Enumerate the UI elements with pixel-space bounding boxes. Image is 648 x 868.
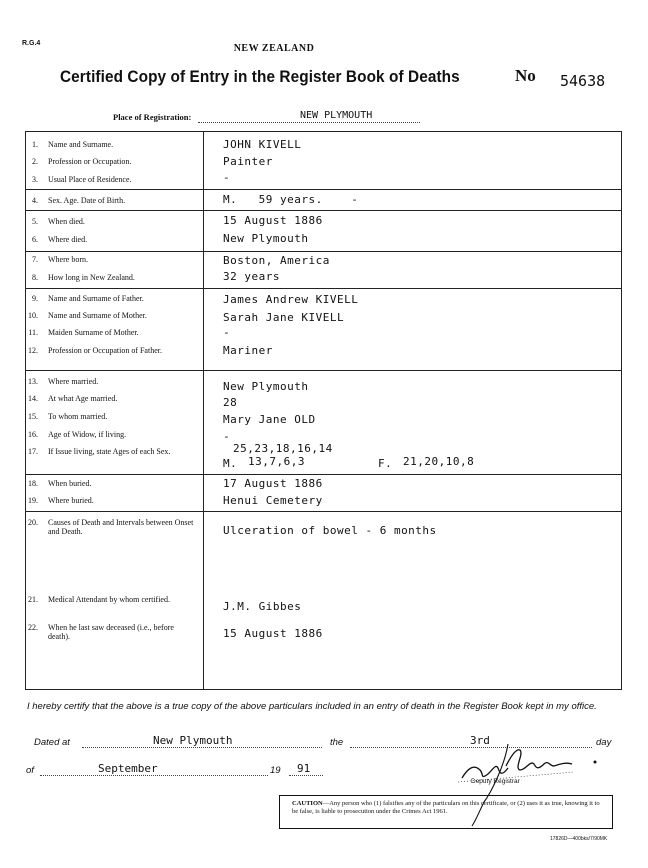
issue-female-ages: 21,20,10,8 — [403, 455, 475, 468]
row-label: Name and Surname of Father. — [48, 294, 144, 303]
year-prefix: 19 — [270, 765, 281, 776]
month-line — [40, 775, 268, 776]
registrar-title: Deputy Registrar — [471, 778, 520, 785]
row-label: Name and Surname. — [48, 140, 114, 149]
row-value: 32 years — [223, 270, 280, 283]
row-number: 22. — [28, 623, 38, 632]
row-number: 12. — [28, 346, 38, 355]
year-suffix: 91 — [297, 762, 311, 775]
caution-heading: CAUTION — [292, 800, 323, 807]
row-value: Sarah Jane KIVELL — [223, 311, 345, 324]
row-label: Profession or Occupation of Father. — [48, 346, 162, 355]
row-value: Henui Cemetery — [223, 494, 323, 507]
group-divider — [25, 511, 622, 512]
row-number: 11. — [28, 328, 38, 337]
row-value: Mary Jane OLD — [223, 413, 316, 426]
row-label: When he last saw deceased (i.e., before death). — [48, 623, 174, 641]
row-value: M. 59 years. - — [223, 193, 359, 206]
dated-place-line — [82, 747, 322, 748]
row-label: At what Age married. — [48, 394, 118, 403]
the-label: the — [330, 737, 344, 748]
row-label: Where buried. — [48, 496, 94, 505]
column-divider — [203, 131, 204, 690]
row-number: 2. — [32, 157, 38, 166]
row-number: 19. — [28, 496, 38, 505]
row-number: 8. — [32, 273, 38, 282]
row-label: When died. — [48, 217, 85, 226]
group-divider — [25, 189, 622, 190]
number-label: No — [515, 66, 536, 85]
row-value: J.M. Gibbes — [223, 600, 302, 613]
row-number: 10. — [28, 311, 38, 320]
row-number: 3. — [32, 175, 38, 184]
row-value: Boston, America — [223, 254, 330, 267]
country-heading: NEW ZEALAND — [233, 43, 315, 54]
row-value: 28 — [223, 396, 238, 409]
row-label: Where died. — [48, 235, 88, 244]
row-number: 16. — [28, 430, 38, 439]
row-value: 15 August 1886 — [223, 214, 323, 227]
issue-male-label: M. — [223, 457, 238, 470]
register-table — [25, 131, 622, 690]
row-label: When buried. — [48, 479, 92, 488]
row-value: 15 August 1886 — [223, 627, 323, 640]
of-label: of — [26, 765, 34, 776]
row-label: To whom married. — [48, 412, 108, 421]
row-number: 7. — [32, 255, 38, 264]
row-value: 17 August 1886 — [223, 477, 323, 490]
row-value: - — [223, 171, 231, 184]
row-value: Ulceration of bowel - 6 months — [223, 524, 437, 537]
row-label: Where married. — [48, 377, 99, 386]
row-number: 15. — [28, 412, 38, 421]
row-value: New Plymouth — [223, 232, 309, 245]
form-code: R.G.4 — [22, 40, 41, 47]
certification-statement: I hereby certify that the above is a true copy of the above particulars included in an entry of death in the Register Book kept in my office. — [27, 701, 597, 712]
place-label: Place of Registration: — [113, 112, 192, 122]
dated-place: New Plymouth — [153, 734, 233, 747]
dated-day: 3rd — [470, 734, 490, 747]
group-divider — [25, 288, 622, 289]
group-divider — [25, 370, 622, 371]
row-value: Mariner — [223, 344, 273, 357]
caution-box — [279, 795, 613, 829]
row-label: Maiden Surname of Mother. — [48, 328, 139, 337]
row-number: 14. — [28, 394, 38, 403]
row-number: 18. — [28, 479, 38, 488]
place-value: NEW PLYMOUTH — [300, 110, 373, 121]
row-label: Profession or Occupation. — [48, 157, 132, 166]
row-label: Causes of Death and Intervals between Onset and Death. — [48, 518, 194, 536]
row-value: - — [223, 326, 231, 339]
group-divider — [25, 210, 622, 211]
row-number: 5. — [32, 217, 38, 226]
dated-at-label: Dated at — [34, 737, 70, 748]
row-number: 17. — [28, 447, 38, 456]
row-label: How long in New Zealand. — [48, 273, 135, 282]
row-number: 13. — [28, 377, 38, 386]
issue-male-ages: 13,7,6,3 — [248, 455, 305, 468]
issue-female-label: F. — [378, 457, 393, 470]
caution-text: —Any person who (1) falsifies any of the particulars on this certificate, or (2) uses it as true, knowing it to be false, is liable to prosecution under the Crimes Act 1961. — [292, 800, 600, 815]
document-title: Certified Copy of Entry in the Register Book of Deaths — [60, 68, 460, 86]
row-value: - — [223, 430, 231, 443]
day-label: day — [596, 737, 612, 748]
print-code: 17826D—400bks/7/90MK — [550, 836, 608, 842]
row-value: Painter — [223, 155, 273, 168]
row-label: Name and Surname of Mother. — [48, 311, 147, 320]
row-value: New Plymouth — [223, 380, 309, 393]
row-number: 21. — [28, 595, 38, 604]
row-value: JOHN KIVELL — [223, 138, 302, 151]
group-divider — [25, 474, 622, 475]
row-label: Sex. Age. Date of Birth. — [48, 196, 126, 205]
year-line — [289, 775, 323, 776]
dated-month: September — [98, 762, 158, 775]
row-number: 9. — [32, 294, 38, 303]
place-dotted-line — [198, 122, 420, 123]
row-label: Age of Widow, if living. — [48, 430, 127, 439]
row-number: 6. — [32, 235, 38, 244]
row-number: 1. — [32, 140, 38, 149]
row-label: Usual Place of Residence. — [48, 175, 132, 184]
row-value: James Andrew KIVELL — [223, 293, 359, 306]
row-number: 4. — [32, 196, 38, 205]
row-label: Medical Attendant by whom certified. — [48, 595, 170, 604]
row-label: If Issue living, state Ages of each Sex. — [48, 447, 171, 456]
row-number: 20. — [28, 518, 38, 527]
row-label: Where born. — [48, 255, 88, 264]
certificate-number: 54638 — [560, 72, 606, 90]
group-divider — [25, 251, 622, 252]
issue-ages-top: 25,23,18,16,14 — [233, 442, 333, 455]
